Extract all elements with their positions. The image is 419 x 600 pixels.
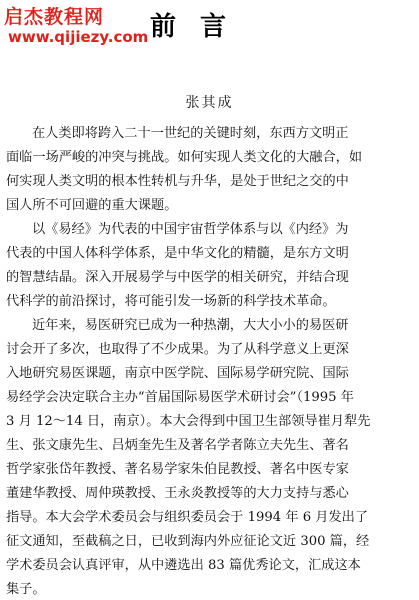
text-line: 面临一场严峻的冲突与挑战。如何实现人类文化的大融合，如 [6, 150, 363, 165]
text-line: 学术委员会认真评审，从中遴选出 83 篇优秀论文，汇成这本 [6, 558, 361, 573]
text-line: 讨会开了多次，也取得了不少成果。为了从科学意义上更深 [6, 342, 349, 357]
watermark-site-name: 启杰教程网 [4, 6, 105, 28]
text-line: 以《易经》为代表的中国宇宙哲学体系与以《内经》为 [32, 222, 349, 237]
text-line: 董建华教授、周仲瑛教授、王永炎教授等的大力支持与悉心 [6, 486, 349, 501]
text-line: 征文通知，至截稿之日，已收到海内外应征论文近 300 篇，经 [6, 534, 370, 549]
text-line: 生、张文康先生、吕炳奎先生及著名学者陈立夫先生、著名 [6, 438, 349, 453]
watermark-url: www.qijiezy.com [8, 28, 149, 46]
text-line: 国人所不可回避的重大课题。 [6, 198, 178, 213]
text-line: 的智慧结晶。深入开展易学与中医学的相关研究，并结合现 [6, 270, 349, 285]
text-line: 集子。 [6, 582, 46, 597]
text-line: 入地研究易医课题，南京中医学院、国际易学研究院、国际 [6, 366, 349, 381]
text-line: 代科学的前沿探讨，将可能引发一场新的科学技术革命。 [6, 294, 336, 309]
text-line: 在人类即将跨入二十一世纪的关键时刻，东西方文明正 [32, 126, 349, 141]
text-line: 哲学家张岱年教授、著名易学家朱伯昆教授、著名中医专家 [6, 462, 349, 477]
page-title: 前言 [150, 12, 251, 42]
text-line: 何实现人类文明的根本性转机与升华，是处于世纪之交的中 [6, 174, 349, 189]
text-line: 代表的中国人体科学体系，是中华文化的精髓，是东方文明 [6, 246, 349, 261]
text-line: 近年来，易医研究已成为一种热潮，大大小小的易医研 [32, 318, 349, 333]
text-line: 指导。本大会学术委员会与组织委员会于 1994 年 6 月发出了 [6, 510, 369, 525]
author-name: 张其成 [185, 95, 234, 111]
text-line: 易经学会决定联合主办“首届国际易医学术研讨会”（1995 年 [6, 390, 354, 405]
text-line: 3 月 12～14 日，南京）。本大会得到中国卫生部领导崔月犁先 [6, 414, 371, 429]
